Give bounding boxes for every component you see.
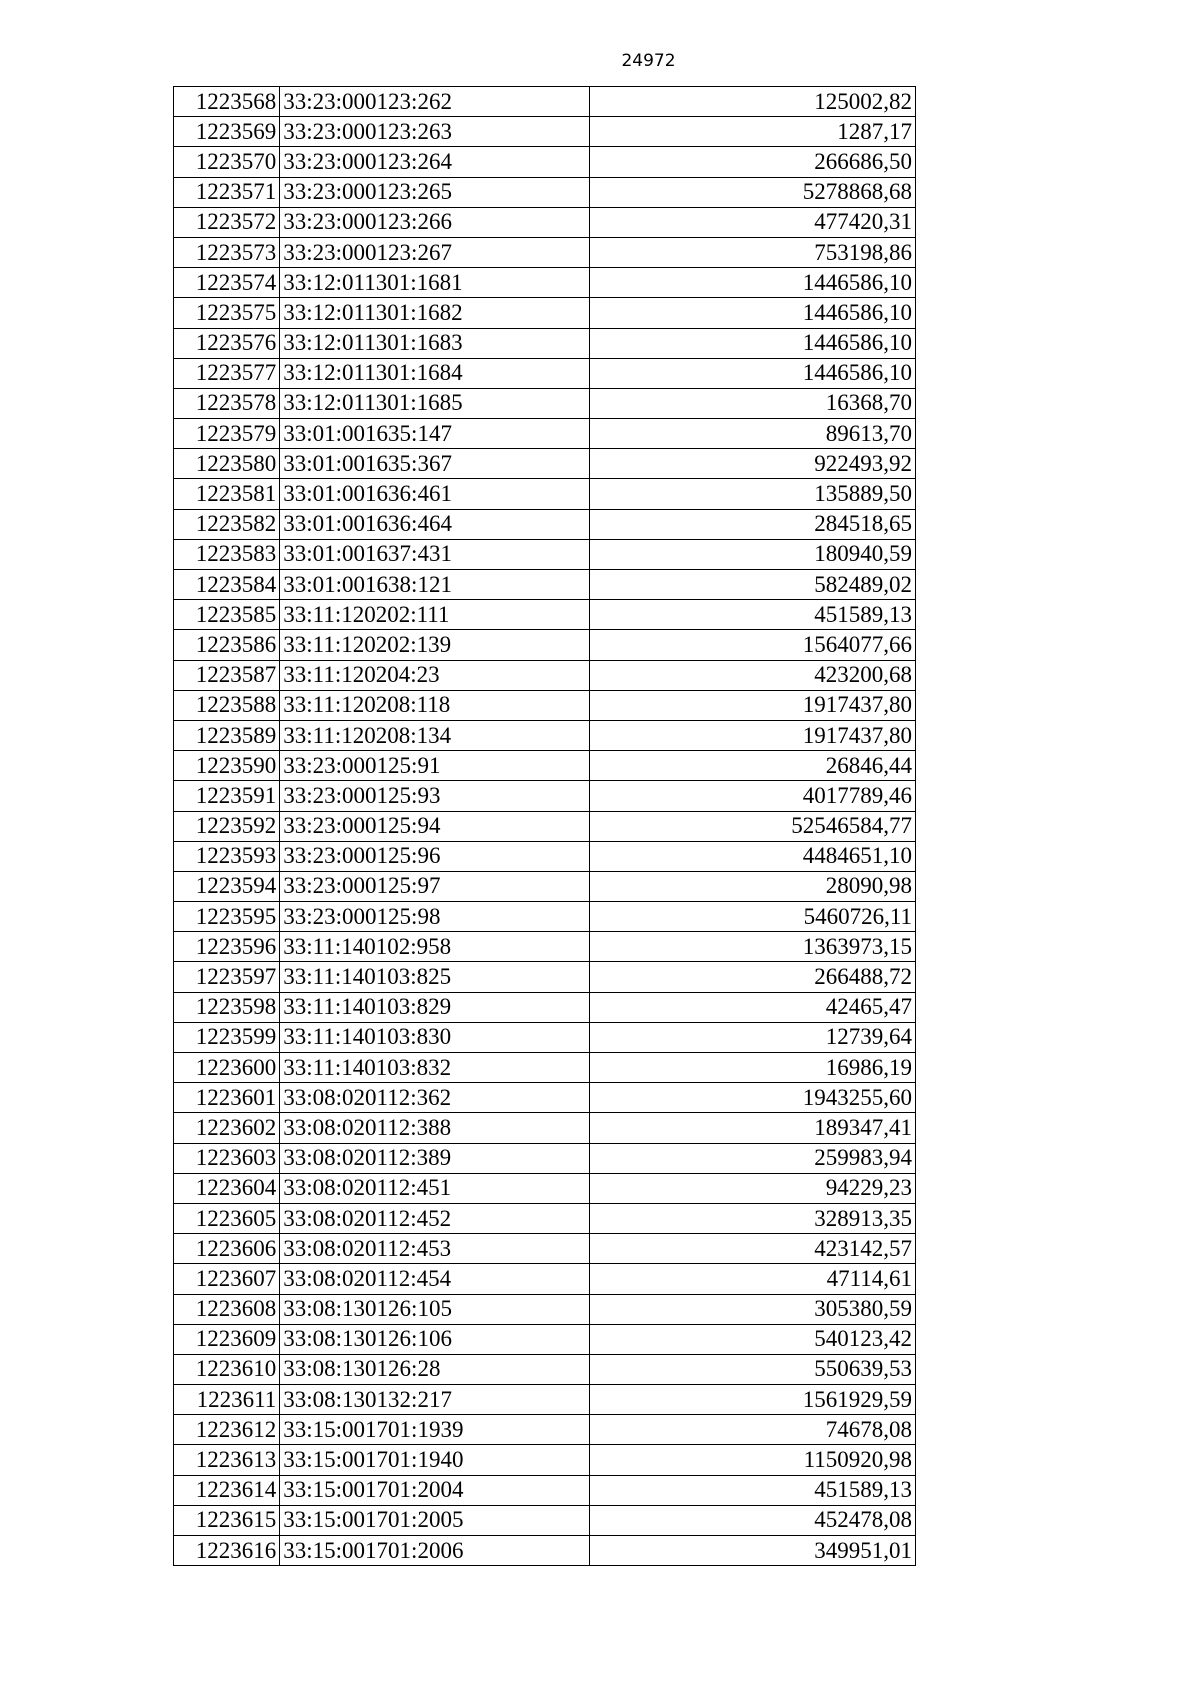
value-cell: 1363973,15 — [590, 932, 916, 962]
row-id-cell: 1223602 — [174, 1113, 280, 1143]
cadastral-number-cell: 33:23:000123:265 — [280, 177, 590, 207]
value-cell: 4017789,46 — [590, 781, 916, 811]
table-row — [174, 539, 916, 569]
table-row — [174, 1264, 916, 1294]
value-cell: 423200,68 — [590, 660, 916, 690]
row-id-cell: 1223574 — [174, 268, 280, 298]
value-cell: 5278868,68 — [590, 177, 916, 207]
cadastral-number-cell: 33:23:000123:264 — [280, 147, 590, 177]
cadastral-number-cell: 33:08:130126:28 — [280, 1354, 590, 1384]
value-cell: 582489,02 — [590, 570, 916, 600]
row-id-cell: 1223595 — [174, 902, 280, 932]
row-id-cell: 1223576 — [174, 328, 280, 358]
value-cell: 189347,41 — [590, 1113, 916, 1143]
cadastral-number-cell: 33:01:001636:464 — [280, 509, 590, 539]
value-cell: 125002,82 — [590, 87, 916, 117]
value-cell: 16368,70 — [590, 388, 916, 418]
table-row — [174, 690, 916, 720]
table-row — [174, 1475, 916, 1505]
row-id-cell: 1223608 — [174, 1294, 280, 1324]
table-row — [174, 811, 916, 841]
row-id-cell: 1223571 — [174, 177, 280, 207]
table-row — [174, 449, 916, 479]
cadastral-number-cell: 33:12:011301:1682 — [280, 298, 590, 328]
table-row — [174, 871, 916, 901]
value-cell: 540123,42 — [590, 1324, 916, 1354]
table-row — [174, 419, 916, 449]
row-id-cell: 1223590 — [174, 751, 280, 781]
table-row — [174, 147, 916, 177]
cadastral-number-cell: 33:08:020112:453 — [280, 1234, 590, 1264]
table-row — [174, 1173, 916, 1203]
cadastral-number-cell: 33:23:000123:267 — [280, 237, 590, 267]
row-id-cell: 1223604 — [174, 1173, 280, 1203]
value-cell: 266686,50 — [590, 147, 916, 177]
cadastral-number-cell: 33:08:130126:105 — [280, 1294, 590, 1324]
value-cell: 1287,17 — [590, 117, 916, 147]
table-row — [174, 298, 916, 328]
row-id-cell: 1223568 — [174, 87, 280, 117]
value-cell: 266488,72 — [590, 962, 916, 992]
row-id-cell: 1223606 — [174, 1234, 280, 1264]
table-row — [174, 509, 916, 539]
value-cell: 4484651,10 — [590, 841, 916, 871]
value-cell: 1446586,10 — [590, 328, 916, 358]
row-id-cell: 1223609 — [174, 1324, 280, 1354]
row-id-cell: 1223612 — [174, 1415, 280, 1445]
cadastral-number-cell: 33:12:011301:1685 — [280, 388, 590, 418]
value-cell: 1917437,80 — [590, 720, 916, 750]
value-cell: 1943255,60 — [590, 1083, 916, 1113]
value-cell: 305380,59 — [590, 1294, 916, 1324]
table-row — [174, 268, 916, 298]
row-id-cell: 1223578 — [174, 388, 280, 418]
table-row — [174, 600, 916, 630]
value-cell: 5460726,11 — [590, 902, 916, 932]
value-cell: 328913,35 — [590, 1203, 916, 1233]
cadastral-number-cell: 33:11:120208:118 — [280, 690, 590, 720]
cadastral-number-cell: 33:23:000125:93 — [280, 781, 590, 811]
value-cell: 94229,23 — [590, 1173, 916, 1203]
cadastral-number-cell: 33:11:120204:23 — [280, 660, 590, 690]
row-id-cell: 1223587 — [174, 660, 280, 690]
value-cell: 74678,08 — [590, 1415, 916, 1445]
row-id-cell: 1223570 — [174, 147, 280, 177]
cadastral-number-cell: 33:08:020112:389 — [280, 1143, 590, 1173]
row-id-cell: 1223582 — [174, 509, 280, 539]
table-row — [174, 902, 916, 932]
cadastral-number-cell: 33:08:020112:454 — [280, 1264, 590, 1294]
page-number: 24972 — [621, 51, 676, 71]
row-id-cell: 1223589 — [174, 720, 280, 750]
value-cell: 47114,61 — [590, 1264, 916, 1294]
value-cell: 259983,94 — [590, 1143, 916, 1173]
cadastral-number-cell: 33:23:000123:263 — [280, 117, 590, 147]
cadastral-number-cell: 33:23:000125:97 — [280, 871, 590, 901]
table-row — [174, 1053, 916, 1083]
cadastral-number-cell: 33:08:020112:451 — [280, 1173, 590, 1203]
cadastral-number-cell: 33:23:000125:94 — [280, 811, 590, 841]
table-row — [174, 751, 916, 781]
table-row — [174, 479, 916, 509]
value-cell: 1564077,66 — [590, 630, 916, 660]
cadastral-number-cell: 33:15:001701:2006 — [280, 1536, 590, 1566]
row-id-cell: 1223613 — [174, 1445, 280, 1475]
table-row — [174, 207, 916, 237]
cadastral-number-cell: 33:15:001701:1939 — [280, 1415, 590, 1445]
value-cell: 1446586,10 — [590, 298, 916, 328]
cadastral-number-cell: 33:08:130132:217 — [280, 1385, 590, 1415]
cadastral-number-cell: 33:11:140103:832 — [280, 1053, 590, 1083]
row-id-cell: 1223569 — [174, 117, 280, 147]
table-row — [174, 630, 916, 660]
data-table — [173, 86, 916, 1566]
value-cell: 753198,86 — [590, 237, 916, 267]
cadastral-number-cell: 33:11:120208:134 — [280, 720, 590, 750]
value-cell: 180940,59 — [590, 539, 916, 569]
value-cell: 12739,64 — [590, 1022, 916, 1052]
table-row — [174, 660, 916, 690]
cadastral-number-cell: 33:08:020112:388 — [280, 1113, 590, 1143]
row-id-cell: 1223580 — [174, 449, 280, 479]
value-cell: 42465,47 — [590, 992, 916, 1022]
cadastral-number-cell: 33:11:140103:830 — [280, 1022, 590, 1052]
table-row — [174, 1536, 916, 1566]
table-row — [174, 177, 916, 207]
row-id-cell: 1223585 — [174, 600, 280, 630]
row-id-cell: 1223593 — [174, 841, 280, 871]
value-cell: 52546584,77 — [590, 811, 916, 841]
cadastral-number-cell: 33:23:000125:98 — [280, 902, 590, 932]
row-id-cell: 1223598 — [174, 992, 280, 1022]
row-id-cell: 1223607 — [174, 1264, 280, 1294]
value-cell: 26846,44 — [590, 751, 916, 781]
cadastral-number-cell: 33:11:120202:139 — [280, 630, 590, 660]
row-id-cell: 1223579 — [174, 419, 280, 449]
cadastral-number-cell: 33:11:140103:825 — [280, 962, 590, 992]
table-row — [174, 117, 916, 147]
row-id-cell: 1223615 — [174, 1505, 280, 1535]
value-cell: 284518,65 — [590, 509, 916, 539]
row-id-cell: 1223614 — [174, 1475, 280, 1505]
cadastral-number-cell: 33:12:011301:1683 — [280, 328, 590, 358]
cadastral-number-cell: 33:23:000123:266 — [280, 207, 590, 237]
value-cell: 550639,53 — [590, 1354, 916, 1384]
value-cell: 89613,70 — [590, 419, 916, 449]
row-id-cell: 1223575 — [174, 298, 280, 328]
table-row — [174, 570, 916, 600]
cadastral-number-cell: 33:01:001638:121 — [280, 570, 590, 600]
row-id-cell: 1223603 — [174, 1143, 280, 1173]
value-cell: 349951,01 — [590, 1536, 916, 1566]
cadastral-number-cell: 33:11:140102:958 — [280, 932, 590, 962]
table-row — [174, 1415, 916, 1445]
row-id-cell: 1223572 — [174, 207, 280, 237]
value-cell: 477420,31 — [590, 207, 916, 237]
table-row — [174, 1294, 916, 1324]
row-id-cell: 1223591 — [174, 781, 280, 811]
value-cell: 1150920,98 — [590, 1445, 916, 1475]
cadastral-number-cell: 33:01:001637:431 — [280, 539, 590, 569]
row-id-cell: 1223610 — [174, 1354, 280, 1384]
value-cell: 1917437,80 — [590, 690, 916, 720]
table-row — [174, 962, 916, 992]
cadastral-number-cell: 33:15:001701:1940 — [280, 1445, 590, 1475]
value-cell: 1446586,10 — [590, 268, 916, 298]
row-id-cell: 1223611 — [174, 1385, 280, 1415]
row-id-cell: 1223605 — [174, 1203, 280, 1233]
row-id-cell: 1223588 — [174, 690, 280, 720]
cadastral-number-cell: 33:08:020112:452 — [280, 1203, 590, 1233]
row-id-cell: 1223600 — [174, 1053, 280, 1083]
cadastral-number-cell: 33:15:001701:2005 — [280, 1505, 590, 1535]
value-cell: 135889,50 — [590, 479, 916, 509]
cadastral-number-cell: 33:12:011301:1681 — [280, 268, 590, 298]
row-id-cell: 1223597 — [174, 962, 280, 992]
row-id-cell: 1223601 — [174, 1083, 280, 1113]
table-body — [174, 87, 916, 1566]
table-row — [174, 781, 916, 811]
table-row — [174, 1113, 916, 1143]
table-row — [174, 328, 916, 358]
row-id-cell: 1223616 — [174, 1536, 280, 1566]
cadastral-number-cell: 33:23:000125:91 — [280, 751, 590, 781]
cadastral-number-cell: 33:11:140103:829 — [280, 992, 590, 1022]
value-cell: 423142,57 — [590, 1234, 916, 1264]
cadastral-number-cell: 33:12:011301:1684 — [280, 358, 590, 388]
table-row — [174, 992, 916, 1022]
row-id-cell: 1223577 — [174, 358, 280, 388]
table-row — [174, 720, 916, 750]
value-cell: 451589,13 — [590, 1475, 916, 1505]
row-id-cell: 1223586 — [174, 630, 280, 660]
row-id-cell: 1223583 — [174, 539, 280, 569]
row-id-cell: 1223594 — [174, 871, 280, 901]
cadastral-number-cell: 33:01:001635:367 — [280, 449, 590, 479]
value-cell: 28090,98 — [590, 871, 916, 901]
table-row — [174, 1143, 916, 1173]
cadastral-number-cell: 33:01:001636:461 — [280, 479, 590, 509]
cadastral-number-cell: 33:11:120202:111 — [280, 600, 590, 630]
table-row — [174, 1203, 916, 1233]
cadastral-number-cell: 33:08:020112:362 — [280, 1083, 590, 1113]
cadastral-number-cell: 33:15:001701:2004 — [280, 1475, 590, 1505]
value-cell: 1561929,59 — [590, 1385, 916, 1415]
table-row — [174, 358, 916, 388]
table-row — [174, 388, 916, 418]
value-cell: 16986,19 — [590, 1053, 916, 1083]
table-row — [174, 932, 916, 962]
cadastral-number-cell: 33:08:130126:106 — [280, 1324, 590, 1354]
table-row — [174, 1234, 916, 1264]
table-row — [174, 1324, 916, 1354]
table-row — [174, 1505, 916, 1535]
table-row — [174, 1354, 916, 1384]
table-row — [174, 1083, 916, 1113]
row-id-cell: 1223584 — [174, 570, 280, 600]
row-id-cell: 1223599 — [174, 1022, 280, 1052]
value-cell: 452478,08 — [590, 1505, 916, 1535]
table-row — [174, 1385, 916, 1415]
row-id-cell: 1223596 — [174, 932, 280, 962]
table-row — [174, 237, 916, 267]
cadastral-number-cell: 33:23:000123:262 — [280, 87, 590, 117]
value-cell: 922493,92 — [590, 449, 916, 479]
table-row — [174, 841, 916, 871]
cadastral-number-cell: 33:01:001635:147 — [280, 419, 590, 449]
value-cell: 1446586,10 — [590, 358, 916, 388]
value-cell: 451589,13 — [590, 600, 916, 630]
page-header — [0, 51, 1200, 71]
row-id-cell: 1223581 — [174, 479, 280, 509]
table-row — [174, 1022, 916, 1052]
table-row — [174, 87, 916, 117]
row-id-cell: 1223592 — [174, 811, 280, 841]
row-id-cell: 1223573 — [174, 237, 280, 267]
table-row — [174, 1445, 916, 1475]
cadastral-number-cell: 33:23:000125:96 — [280, 841, 590, 871]
